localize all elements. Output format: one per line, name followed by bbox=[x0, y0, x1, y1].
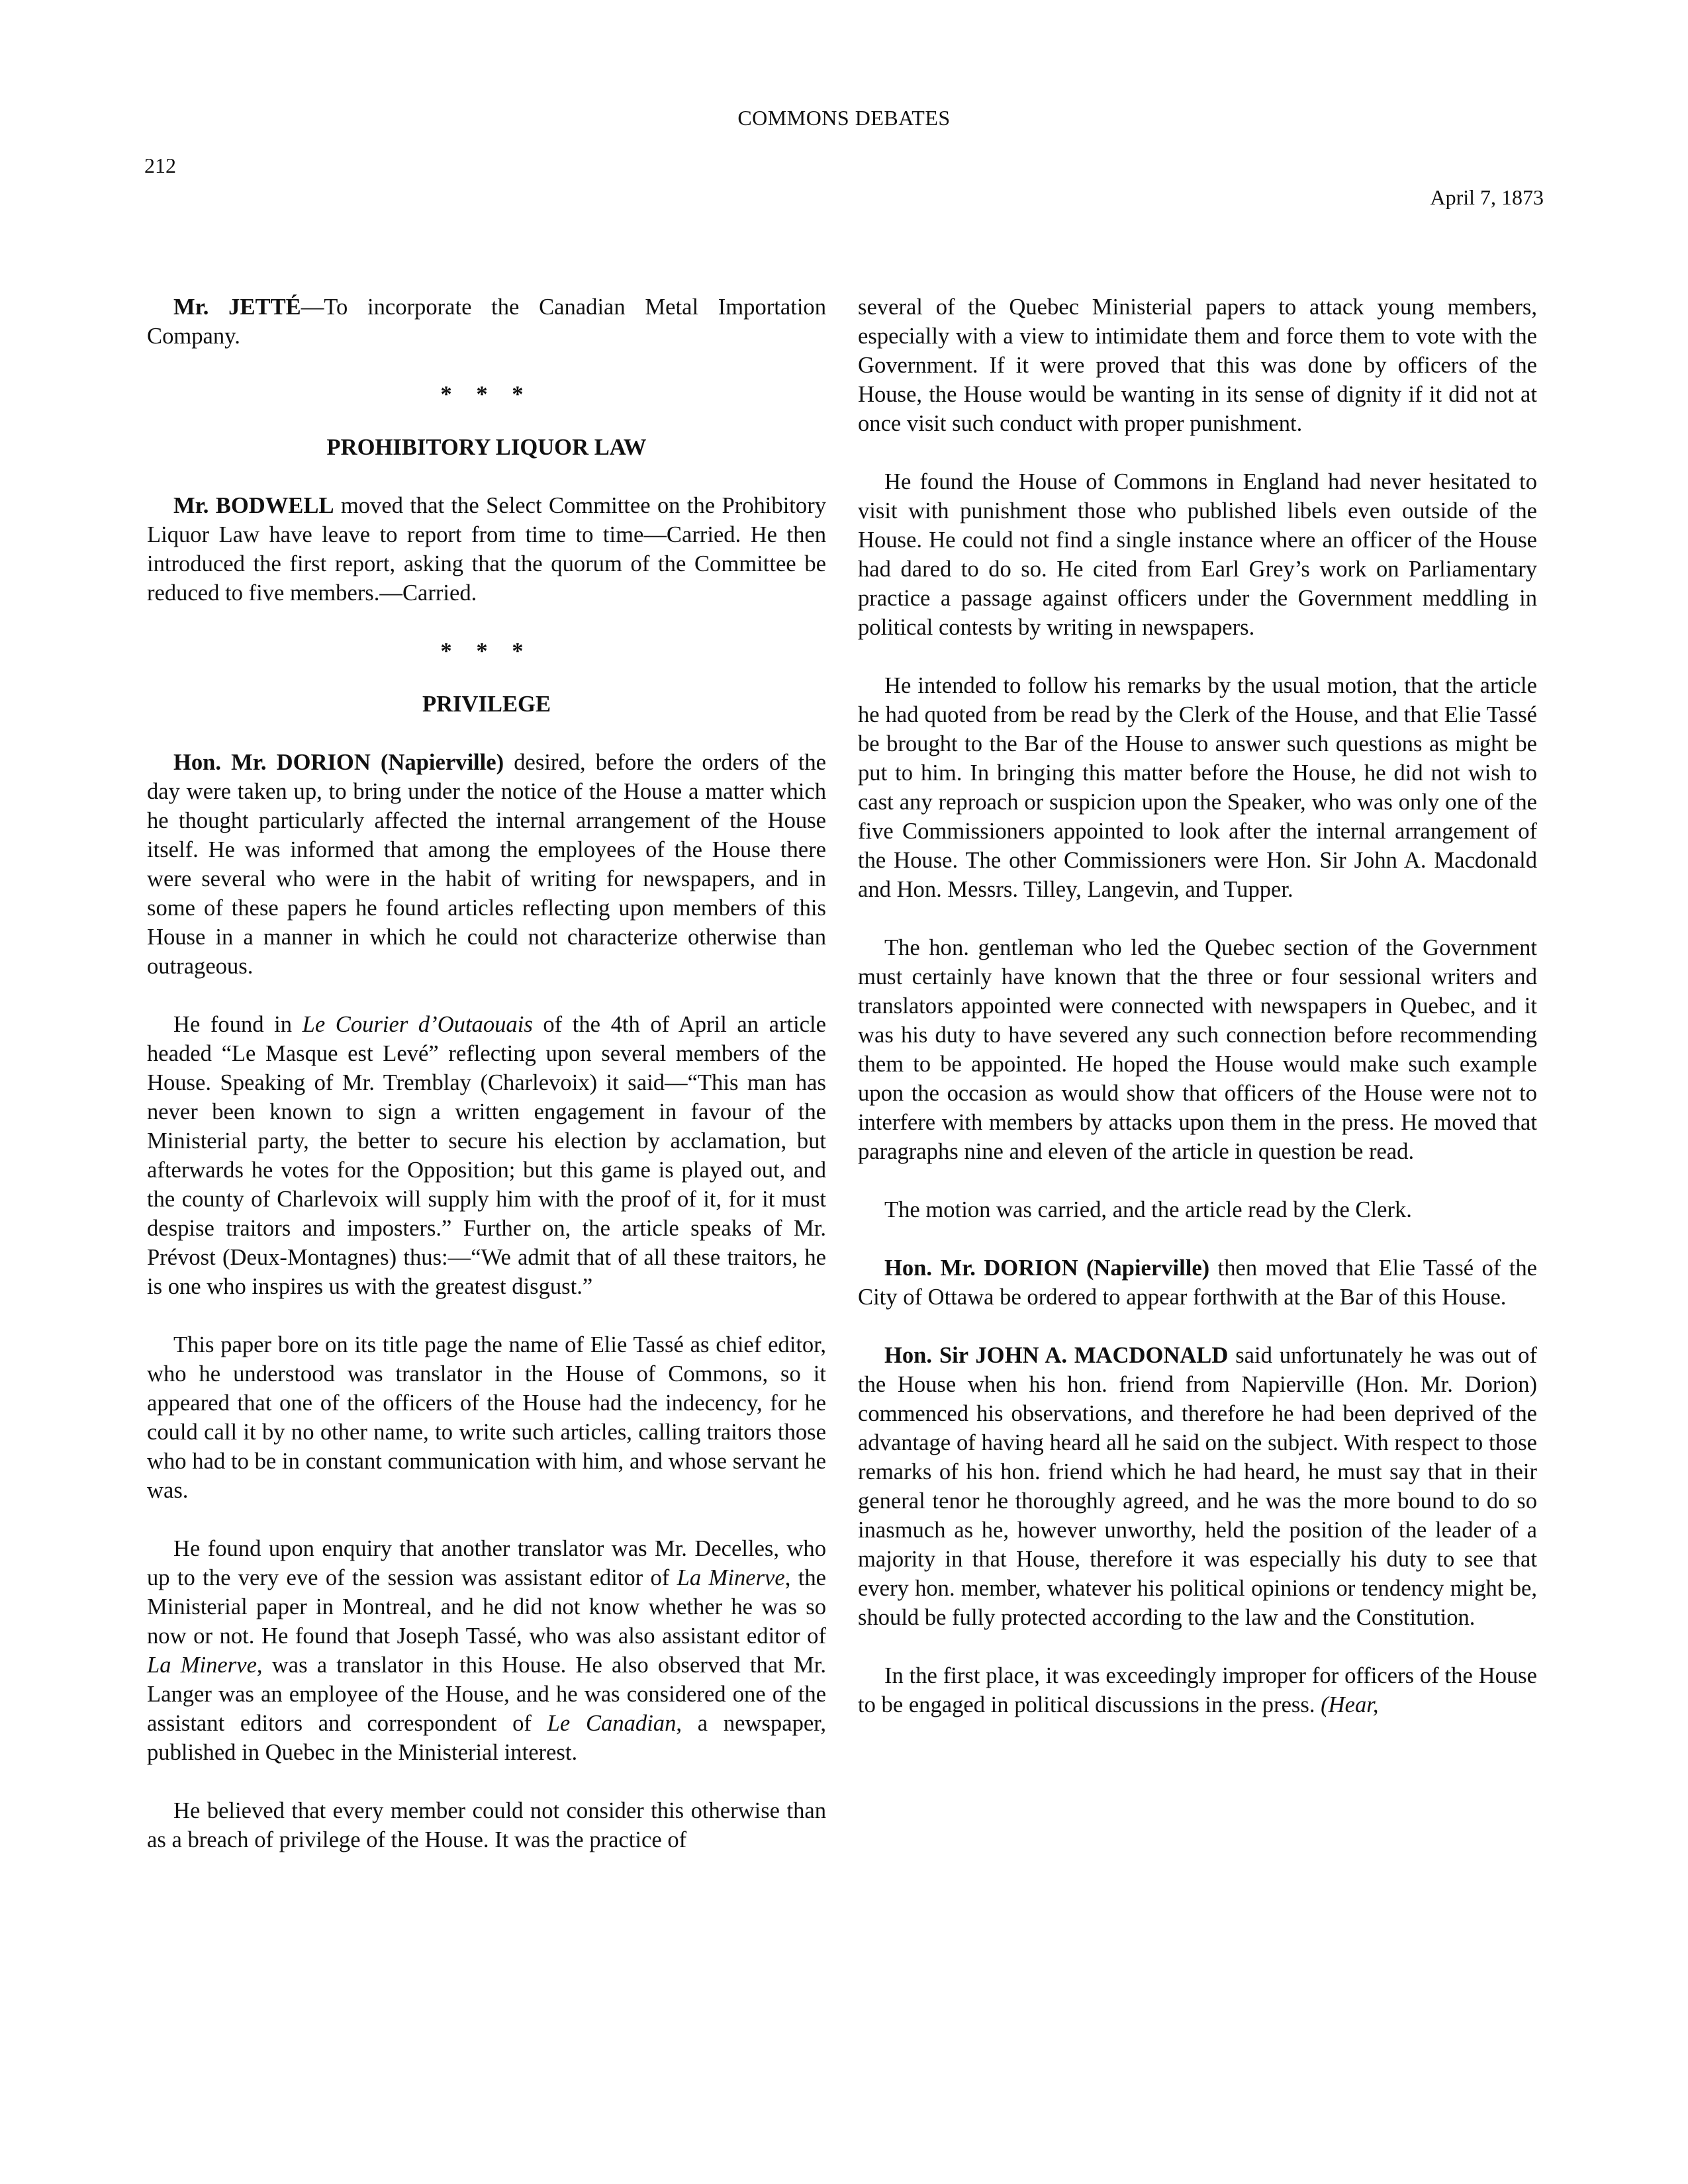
running-header: COMMONS DEBATES bbox=[737, 106, 951, 130]
interjection: (Hear, bbox=[1321, 1692, 1379, 1717]
paragraph-text: —To incorporate the Canadian Metal Importation Company. bbox=[147, 295, 827, 349]
paragraph-quebec-section: The hon. gentleman who led the Quebec section of the Government must certainly have known that the three or four sessional writers and translators appointed were connected with newspapers in Quebec, and it was his duty to have severed any such connection before recommending them to be appointed. He hoped the House would make such example upon the occasion as would show that officers of the House were not to interfere with members by attacks upon them in the press. He moved that paragraphs nine and eleven of the article in question be read. bbox=[858, 935, 1537, 1164]
section-heading-privilege: PRIVILEGE bbox=[422, 692, 551, 717]
paragraph-jette bbox=[147, 293, 826, 351]
paragraph-text: , was a translator in this House. He also observed that Mr. Langer was an employee of the House, and he was considered one of the assistant editors and correspondent of bbox=[147, 1653, 826, 1736]
paragraph-macdonald bbox=[858, 1341, 1537, 1632]
section-separator: * * * bbox=[440, 382, 533, 407]
paragraph-text: said unfortunately he was out of the House when his hon. friend from Napierville (Hon. Mr. Dorion) commenced his observations, and therefore he had been deprived of the advantage of having heard all he said on the subject. With respect to those remarks of his hon. friend which he had heard, he must say that in their general tenor he thoroughly agreed, and he was the more bound to do so inasmuch as he, however unworthy, held the position of the leader of a majority in that House, therefore it was especially his duty to see that every hon. member, whatever his political opinions or tendency might be, should be fully protected according to the law and the Constitution. bbox=[858, 1343, 1537, 1630]
right-column bbox=[858, 293, 1537, 1719]
speaker-name: Hon. Sir JOHN A. MACDONALD bbox=[884, 1343, 1229, 1368]
newspaper-title: Le Canadian bbox=[547, 1711, 677, 1736]
page-date: April 7, 1873 bbox=[1430, 185, 1544, 209]
paragraph-text: then moved that Elie Tassé of the City of Ottawa be ordered to appear forthwith at the Bar of this House. bbox=[858, 1255, 1537, 1310]
paragraph-bodwell bbox=[147, 491, 826, 608]
paragraph-courier bbox=[147, 1010, 826, 1301]
paragraph-text: He found upon enquiry that another translator was Mr. Decelles, who up to the very eve of the session was assistant editor of bbox=[147, 1536, 826, 1590]
paragraph-breach: He believed that every member could not consider this otherwise than as a breach of privilege of the House. It was the practice of bbox=[147, 1798, 826, 1852]
newspaper-title: La Minerve bbox=[677, 1565, 785, 1590]
paragraph-dorion bbox=[147, 748, 826, 981]
newspaper-title: La Minerve bbox=[147, 1653, 257, 1678]
section-separator: * * * bbox=[440, 639, 533, 664]
paragraph-text: He found in bbox=[173, 1012, 303, 1037]
speaker-name: Mr. BODWELL bbox=[173, 493, 334, 518]
paragraph-text: In the first place, it was exceedingly improper for officers of the House to be engaged in political discussions in the press. bbox=[858, 1663, 1537, 1717]
paragraph-text: moved that the Select Committee on the Prohibitory Liquor Law have leave to report from time to time—Carried. He then introduced the first report, asking that the quorum of the Committee be reduced to five members.—Carried. bbox=[147, 493, 827, 606]
speaker-name: Hon. Mr. DORION (Napierville) bbox=[173, 750, 504, 775]
paragraph-england: He found the House of Commons in England had never hesitated to visit with punishment those who published libels even outside of the House. He could not find a single instance where an officer of the House had dared to do so. He cited from Earl Grey’s work on Parliamentary practice a passage against officers under the Government meddling in political contests by writing in newspapers. bbox=[858, 469, 1537, 640]
left-column bbox=[147, 293, 826, 1854]
page-number: 212 bbox=[144, 154, 176, 177]
paragraph-text: , a newspaper, published in Quebec in the Ministerial interest. bbox=[147, 1711, 826, 1765]
paragraph-dorion-motion bbox=[858, 1253, 1537, 1312]
paragraph-text: , the Ministerial paper in Montreal, and he did not know whether he was so now or not. He found that Joseph Tassé, who was also assistant editor of bbox=[147, 1565, 826, 1649]
paragraph-text: of the 4th of April an article headed “Le Masque est Levé” reflecting upon several members of the House. Speaking of Mr. Tremblay (Charlevoix) it said—“This man has never been known to sign a written engagement in favour of the Ministerial party, the better to secure his election by acclamation, but afterwards he votes for the Opposition; but this game is played out, and the county of Charlevoix will supply him with the proof of it, for it must despise traitors and imposters.” Further on, the article speaks of Mr. Prévost (Deux-Montagnes) thus:—“We admit that of all these traitors, he is one who inspires us with the greatest disgust.” bbox=[147, 1012, 826, 1299]
speaker-name: Hon. Mr. DORION (Napierville) bbox=[884, 1255, 1210, 1281]
speaker-name: Mr. JETTÉ bbox=[173, 295, 301, 320]
paragraph-continued: several of the Quebec Ministerial papers to attack young members, especially with a view to intimidate them and force them to vote with the Government. If it were proved that this was done by officers of the House, the House would be wanting in its sense of dignity if it did not at once visit such conduct with proper punishment. bbox=[858, 295, 1537, 436]
section-heading-liquor-law: PROHIBITORY LIQUOR LAW bbox=[326, 435, 647, 460]
paragraph-text: desired, before the orders of the day were taken up, to bring under the notice of the House a matter which he thought particularly affected the internal arrangement of the House itself. He was informed that among the employees of the House there were several who were in the habit of writing for newspapers, and in some of these papers he found articles reflecting upon members of this House in a manner in which he could not characterize otherwise than outrageous. bbox=[147, 750, 826, 979]
paragraph-decelles bbox=[147, 1534, 826, 1767]
paragraph-motion-carried: The motion was carried, and the article read by the Clerk. bbox=[884, 1197, 1412, 1222]
paragraph-first-place bbox=[858, 1661, 1537, 1719]
paragraph-motion-intent: He intended to follow his remarks by the usual motion, that the article he had quoted from be read by the Clerk of the House, and that Elie Tassé be brought to the Bar of the House to answer such questions as might be put to him. In bringing this matter before the House, he did not wish to cast any reproach or suspicion upon the Speaker, who was only one of the five Commissioners appointed to look after the internal arrangement of the House. The other Commissioners were Hon. Sir John A. Macdonald and Hon. Messrs. Tilley, Langevin, and Tupper. bbox=[858, 673, 1537, 902]
paragraph-title-page: This paper bore on its title page the name of Elie Tassé as chief editor, who he understood was translator in the House of Commons, so it appeared that one of the officers of the House had the indecency, for he could call it by no other name, to write such articles, calling traitors those who had to be in constant communication with him, and whose servant he was. bbox=[147, 1332, 826, 1503]
newspaper-title: Le Courier d’Outaouais bbox=[302, 1012, 533, 1037]
